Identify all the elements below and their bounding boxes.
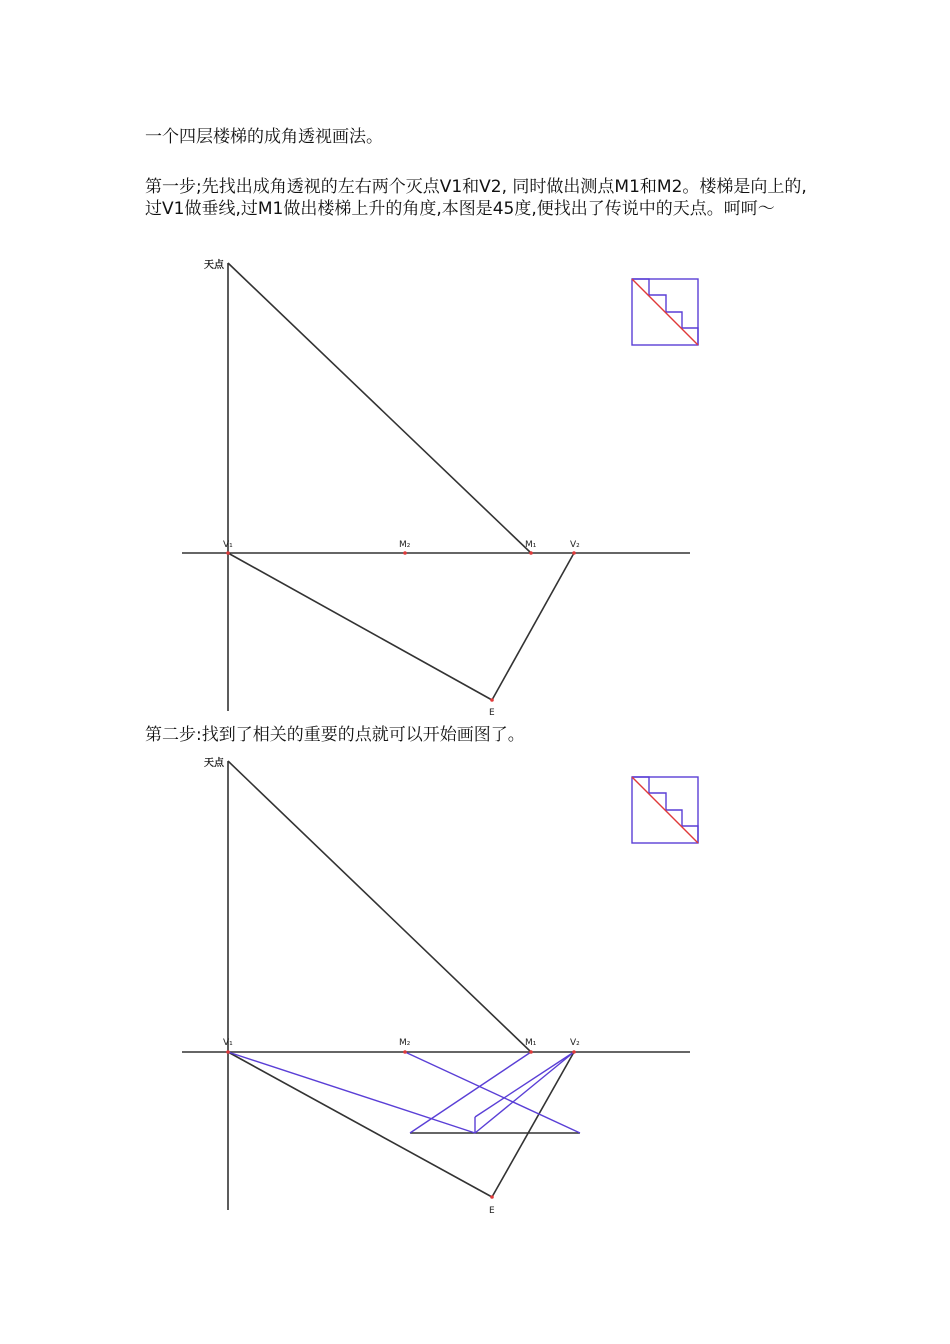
e-label: E [489,1206,495,1216]
perspective-diagram-step2 [0,748,950,1223]
sky-to-m1-line [228,761,531,1052]
v1-label: V₁ [223,1038,233,1048]
staircase-inset-icon [632,279,698,345]
v2-label: V₂ [570,540,580,550]
e-point [490,1195,494,1199]
v1-point [226,1050,230,1054]
v2-to-e-line [492,553,574,700]
m2-point [403,1050,407,1054]
m1-label: M₁ [525,540,537,550]
construction-lines [228,1052,580,1133]
m2-label: M₂ [399,1038,411,1048]
m2-point [403,551,407,555]
perspective-diagram-step1 [0,250,950,720]
v2-label: V₂ [570,1038,580,1048]
m2-label: M₂ [399,540,411,550]
step1-text: 第一步;先找出成角透视的左右两个灭点V1和V2, 同时做出测点M1和M2。楼梯是向上的,过V1做垂线,过M1做出楼梯上升的角度,本图是45度,便找出了传说中的天点。呵呵～ [145,177,807,219]
m1-point [529,1050,533,1054]
v2-point [572,551,576,555]
step2-text: 第二步:找到了相关的重要的点就可以开始画图了。 [145,725,525,745]
m1-label: M₁ [525,1038,537,1048]
v1-to-e-line [228,553,492,700]
e-label: E [489,708,495,718]
m1-point [529,551,533,555]
sky-point-label: 天点 [204,260,224,271]
sky-point-label: 天点 [204,758,224,769]
staircase-inset-icon [632,777,698,843]
v1-label: V₁ [223,540,233,550]
document-title: 一个四层楼梯的成角透视画法。 [145,127,383,147]
sky-to-m1-line [228,263,531,553]
v1-point [226,551,230,555]
v2-point [572,1050,576,1054]
e-point [490,698,494,702]
